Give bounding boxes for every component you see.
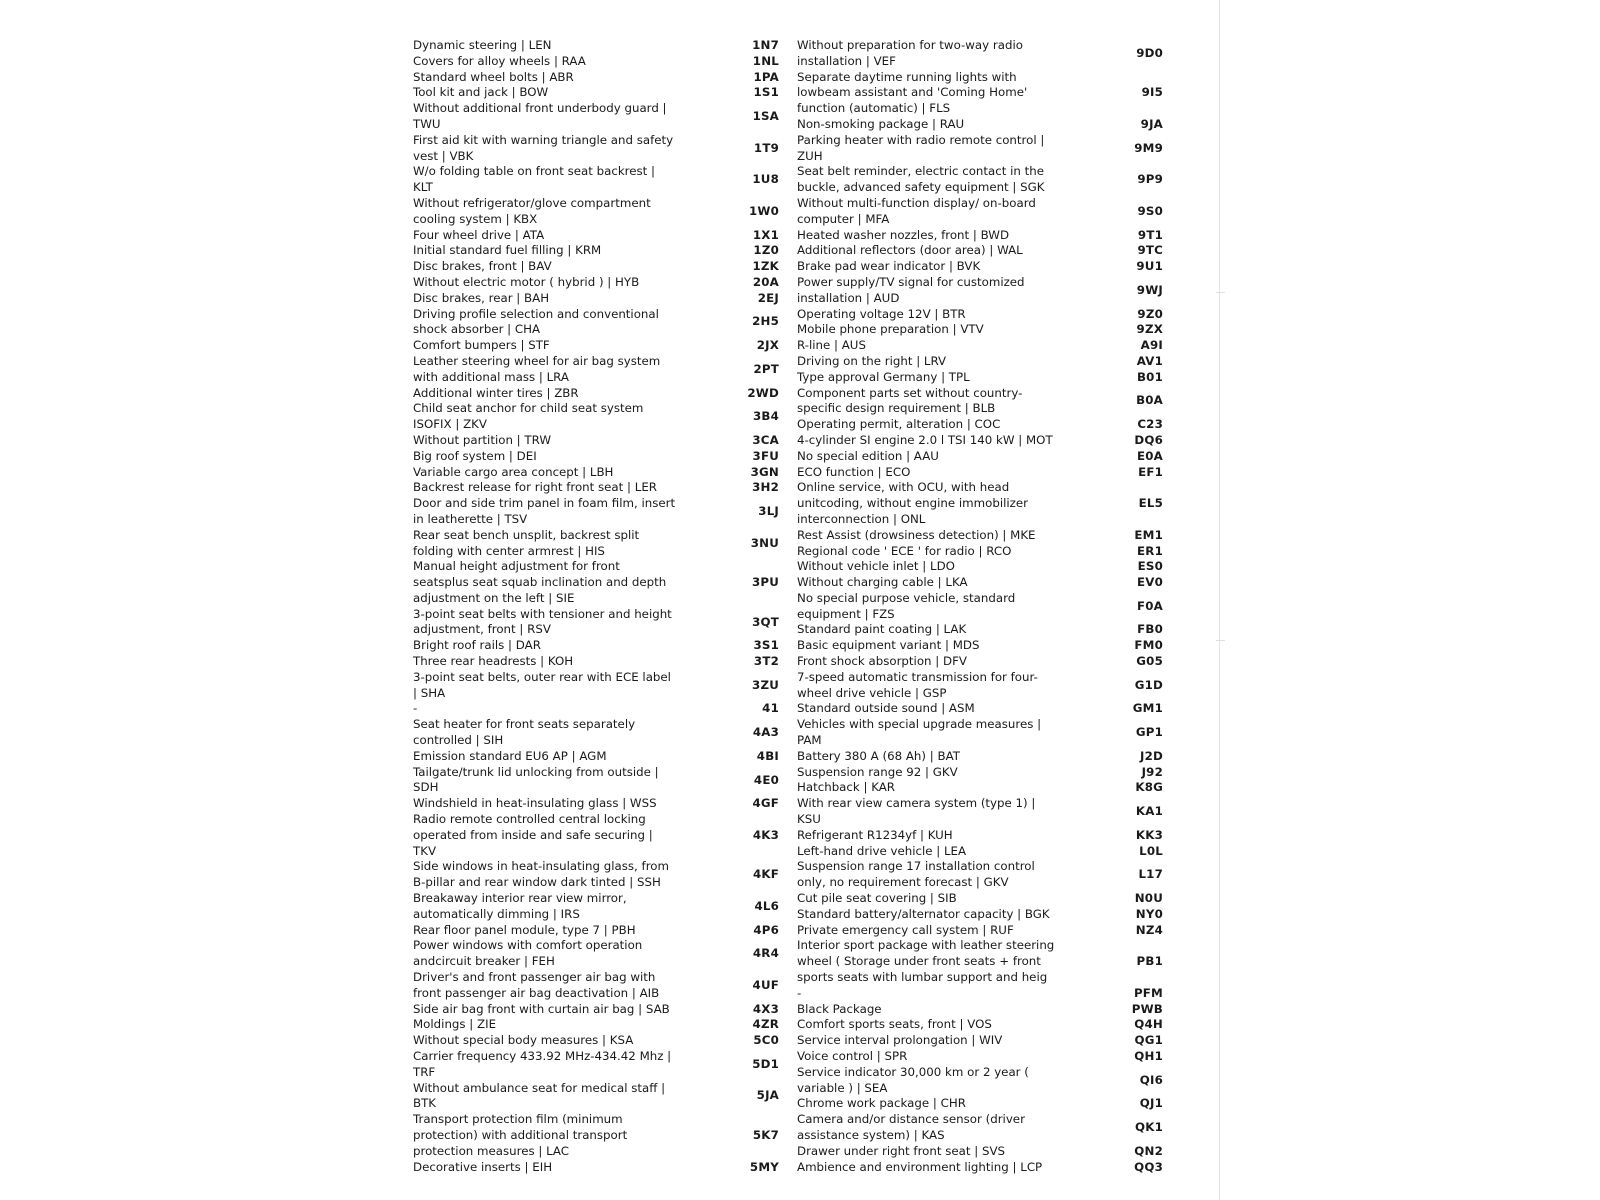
equipment-code: 4GF [752, 796, 779, 811]
equipment-code: KK3 [1135, 827, 1163, 842]
equipment-code: 3ZU [752, 677, 779, 692]
equipment-code: C23 [1137, 417, 1163, 432]
equipment-code: 1T9 [753, 140, 779, 155]
equipment-code: Q4H [1134, 1017, 1163, 1032]
equipment-code: L0L [1139, 843, 1163, 858]
equipment-description: Drawer under right front seat | SVS [797, 1143, 1006, 1158]
equipment-description: Without vehicle inlet | LDO [797, 559, 955, 574]
equipment-code: 4BI [756, 748, 779, 763]
equipment-description: With rear view camera system (type 1) | KSU [797, 796, 1036, 827]
equipment-code: 9I5 [1141, 85, 1163, 100]
equipment-code: NZ4 [1135, 922, 1163, 937]
equipment-description: Rear floor panel module, type 7 | PBH [413, 922, 636, 937]
equipment-code: N0U [1134, 891, 1163, 906]
equipment-description: Ambience and environment lighting | LCP [797, 1159, 1043, 1174]
equipment-description: Voice control | SPR [797, 1049, 908, 1063]
equipment-description: Side air bag front with curtain air bag | SAB [413, 1001, 670, 1016]
equipment-description: Decorative inserts | EIH [413, 1159, 553, 1174]
equipment-description: Interior sport package with leather steering wheel ( Storage under front seats + front sports seats with lumbar support and heig [797, 938, 1055, 985]
equipment-code: PB1 [1136, 954, 1163, 969]
equipment-code: 1Z0 [753, 243, 779, 258]
equipment-code: 4KF [752, 867, 779, 882]
equipment-code: 1U8 [752, 172, 779, 187]
equipment-description: R-line | AUS [797, 338, 866, 353]
equipment-description: Three rear headrests | KOH [413, 654, 574, 669]
equipment-code: 5MY [749, 1159, 779, 1174]
equipment-description: Child seat anchor for child seat system ISOFIX | ZKV [413, 401, 644, 432]
equipment-code: 9WJ [1136, 282, 1163, 297]
equipment-code: AV1 [1136, 353, 1163, 368]
equipment-code: 2H5 [752, 314, 779, 329]
equipment-code: 4UF [752, 977, 779, 992]
equipment-description: Additional reflectors (door area) | WAL [797, 243, 1023, 258]
equipment-description: Standard outside sound | ASM [797, 701, 975, 716]
equipment-description: Transport protection film (minimum protection) with additional transport protection measures | LAC [413, 1112, 628, 1158]
equipment-code: 3NU [750, 535, 779, 550]
equipment-code: QK1 [1135, 1120, 1163, 1135]
equipment-description: - [413, 701, 418, 716]
equipment-code: 9ZX [1136, 322, 1163, 337]
equipment-code: PFM [1133, 985, 1163, 1000]
equipment-code: J2D [1140, 748, 1163, 763]
equipment-code: GP1 [1135, 725, 1163, 740]
equipment-description: Basic equipment variant | MDS [797, 638, 980, 653]
left-equipment-column [413, 38, 787, 1175]
equipment-description: Without refrigerator/glove compartment cooling system | KBX [413, 195, 651, 226]
equipment-description: Front shock absorption | DFV [797, 654, 967, 669]
equipment-description: Comfort sports seats, front | VOS [797, 1017, 992, 1032]
equipment-description: No special purpose vehicle, standard equipment | FZS [797, 590, 1016, 621]
equipment-description: 3-point seat belts with tensioner and height adjustment, front | RSV [413, 606, 672, 637]
equipment-description: Additional winter tires | ZBR [413, 385, 579, 400]
equipment-description: ECO function | ECO [797, 464, 911, 479]
equipment-description: Backrest release for right front seat | LER [413, 480, 657, 495]
equipment-description: Without electric motor ( hybrid ) | HYB [413, 274, 640, 289]
equipment-code: 4X3 [752, 1001, 779, 1016]
equipment-code: 5JA [756, 1088, 779, 1103]
equipment-description: Standard battery/alternator capacity | BGK [797, 906, 1050, 921]
equipment-description: Carrier frequency 433.92 MHz-434.42 Mhz | TRF [413, 1049, 672, 1079]
equipment-code: QQ3 [1134, 1159, 1163, 1174]
equipment-description: Brake pad wear indicator | BVK [797, 259, 981, 274]
equipment-description: Service indicator 30,000 km or 2 year ( variable ) | SEA [797, 1064, 1029, 1095]
equipment-description: Without partition | TRW [413, 432, 551, 447]
equipment-code: DQ6 [1134, 432, 1163, 447]
equipment-description: Manual height adjustment for front seatsplus seat squab inclination and depth adjustment on the left | SIE [413, 559, 667, 605]
equipment-code: 2WD [747, 385, 779, 400]
equipment-code: ES0 [1137, 559, 1163, 574]
equipment-code: F0A [1137, 598, 1163, 613]
equipment-description: Non-smoking package | RAU [797, 116, 965, 131]
equipment-description: Four wheel drive | ATA [413, 227, 545, 242]
equipment-description: Operating permit, alteration | COC [797, 417, 1001, 432]
equipment-code: 3QT [752, 614, 779, 629]
equipment-description: Left-hand drive vehicle | LEA [797, 843, 967, 858]
equipment-description: Without multi-function display/ on-board computer | MFA [797, 195, 1036, 226]
equipment-description: Chrome work package | CHR [797, 1096, 966, 1111]
equipment-description: Cut pile seat covering | SIB [797, 891, 957, 906]
equipment-description: Without additional front underbody guard | TWU [413, 101, 667, 131]
equipment-code: A9I [1140, 338, 1163, 353]
equipment-code: 1ZK [752, 259, 779, 274]
equipment-code: E0A [1137, 448, 1163, 463]
equipment-description: Mobile phone preparation | VTV [797, 322, 984, 337]
equipment-description: Private emergency call system | RUF [797, 922, 1014, 937]
page-edge-line [1219, 0, 1220, 1200]
equipment-description: Without preparation for two-way radio installation | VEF [797, 38, 1023, 68]
equipment-description: Standard wheel bolts | ABR [413, 69, 574, 84]
equipment-description: Variable cargo area concept | LBH [413, 464, 614, 479]
equipment-description: First aid kit with warning triangle and safety vest | VBK [413, 132, 674, 163]
equipment-description: Disc brakes, front | BAV [413, 259, 552, 274]
equipment-code: 5D1 [752, 1056, 779, 1071]
equipment-description: No special edition | AAU [797, 448, 939, 463]
equipment-code: 3CA [752, 432, 779, 447]
equipment-description: Without special body measures | KSA [413, 1033, 634, 1048]
equipment-code: 9U1 [1136, 259, 1163, 274]
equipment-description: Suspension range 92 | GKV [797, 764, 958, 779]
equipment-description: Tool kit and jack | BOW [413, 85, 549, 100]
equipment-description: Bright roof rails | DAR [413, 638, 541, 653]
equipment-code: FM0 [1134, 638, 1163, 653]
equipment-code: KA1 [1135, 804, 1163, 819]
equipment-code: 3S1 [753, 638, 779, 653]
equipment-code: 9TC [1137, 243, 1163, 258]
equipment-code: 9JA [1140, 116, 1163, 131]
equipment-description: Door and side trim panel in foam film, insert in leatherette | TSV [413, 496, 676, 526]
equipment-code: 2PT [753, 361, 779, 376]
equipment-code: 3FU [752, 448, 779, 463]
equipment-description: Separate daytime running lights with lowbeam assistant and 'Coming Home' function (automatic) | FLS [797, 69, 1028, 116]
equipment-code: 4E0 [753, 772, 779, 787]
equipment-code: 3T2 [753, 654, 779, 669]
equipment-code: 4ZR [752, 1017, 779, 1032]
equipment-description: Covers for alloy wheels | RAA [413, 53, 586, 68]
equipment-code: 1S1 [753, 85, 779, 100]
equipment-description: Side windows in heat-insulating glass, from B-pillar and rear window dark tinted | SSH [413, 859, 670, 890]
equipment-description: 3-point seat belts, outer rear with ECE label | SHA [413, 669, 671, 700]
equipment-code: 3H2 [752, 480, 779, 495]
equipment-description: Online service, with OCU, with head unitcoding, without engine immobilizer interconnection | ONL [797, 480, 1028, 526]
equipment-description: Rest Assist (drowsiness detection) | MKE [797, 527, 1036, 542]
equipment-description: Windshield in heat-insulating glass | WSS [413, 796, 657, 811]
equipment-code: 1PA [753, 69, 779, 84]
equipment-description: Power supply/TV signal for customized installation | AUD [797, 274, 1025, 305]
equipment-code: 1X1 [752, 227, 779, 242]
equipment-description: Power windows with comfort operation andcircuit breaker | FEH [413, 938, 643, 969]
equipment-description: Initial standard fuel filling | KRM [413, 243, 602, 258]
equipment-description: Regional code ' ECE ' for radio | RCO [797, 543, 1012, 558]
equipment-description: Suspension range 17 installation control only, no requirement forecast | GKV [797, 859, 1035, 890]
equipment-code: 1W0 [748, 203, 779, 218]
equipment-description: Seat heater for front seats separately controlled | SIH [413, 717, 636, 748]
equipment-code: 4A3 [752, 725, 779, 740]
equipment-code: 9Z0 [1137, 306, 1163, 321]
equipment-description: W/o folding table on front seat backrest | KLT [413, 164, 656, 195]
right-equipment-column [797, 38, 1171, 1175]
equipment-description: Moldings | ZIE [413, 1017, 497, 1032]
equipment-code: 1NL [752, 53, 779, 68]
equipment-code: 4K3 [752, 827, 779, 842]
equipment-description: Hatchback | KAR [797, 780, 895, 795]
equipment-description: 4-cylinder SI engine 2.0 l TSI 140 kW | MOT [797, 432, 1053, 447]
equipment-code: 4P6 [753, 922, 779, 937]
equipment-description: Emission standard EU6 AP | AGM [413, 748, 607, 763]
equipment-code: 3B4 [752, 409, 779, 424]
equipment-code: QN2 [1134, 1143, 1163, 1158]
equipment-code: 41 [762, 701, 779, 716]
equipment-code: 3PU [751, 575, 779, 590]
equipment-code: EM1 [1134, 527, 1163, 542]
equipment-code: GM1 [1132, 701, 1163, 716]
equipment-code: 1N7 [752, 38, 779, 52]
equipment-code: B01 [1136, 369, 1163, 384]
equipment-description: Heated washer nozzles, front | BWD [797, 227, 1010, 242]
equipment-code: K8G [1135, 780, 1163, 795]
equipment-description: Battery 380 A (68 Ah) | BAT [797, 748, 960, 763]
equipment-code: 5C0 [753, 1033, 779, 1048]
equipment-description: 7-speed automatic transmission for four- wheel drive vehicle | GSP [797, 669, 1038, 700]
equipment-description: Type approval Germany | TPL [797, 369, 970, 384]
equipment-description: Breakaway interior rear view mirror, automatically dimming | IRS [413, 891, 627, 921]
equipment-code: EF1 [1138, 464, 1163, 479]
equipment-code: EL5 [1138, 496, 1163, 511]
equipment-code: 5K7 [752, 1127, 779, 1142]
equipment-description: Leather steering wheel for air bag system with additional mass | LRA [413, 353, 661, 384]
equipment-description: Component parts set without country- specific design requirement | BLB [797, 385, 1023, 416]
equipment-code: QI6 [1139, 1072, 1163, 1087]
equipment-description: Without charging cable | LKA [797, 575, 968, 590]
equipment-description: Black Package [797, 1001, 882, 1016]
equipment-description: Driving profile selection and conventional shock absorber | CHA [413, 306, 659, 337]
equipment-description: Comfort bumpers | STF [413, 338, 550, 353]
equipment-code: B0A [1136, 393, 1163, 408]
equipment-description: Operating voltage 12V | BTR [797, 306, 966, 321]
equipment-code: 9S0 [1137, 203, 1163, 218]
equipment-code: QG1 [1134, 1033, 1163, 1048]
equipment-code: 9M9 [1134, 140, 1163, 155]
equipment-code: L17 [1138, 867, 1163, 882]
equipment-code: 9T1 [1137, 227, 1163, 242]
equipment-code: G05 [1136, 654, 1163, 669]
equipment-code: 3GN [750, 464, 779, 479]
equipment-code: ER1 [1137, 543, 1163, 558]
equipment-description: Vehicles with special upgrade measures | PAM [797, 717, 1042, 748]
equipment-description: - [797, 985, 802, 1000]
equipment-description: Tailgate/trunk lid unlocking from outside | SDH [413, 764, 659, 795]
equipment-code: NY0 [1135, 906, 1163, 921]
equipment-code: QJ1 [1139, 1096, 1163, 1111]
page-edge-tick [1216, 292, 1225, 293]
equipment-description: Radio remote controlled central locking operated from inside and safe securing | TKV [413, 812, 653, 858]
equipment-description: Seat belt reminder, electric contact in the buckle, advanced safety equipment | SGK [797, 164, 1045, 195]
equipment-code: 2EJ [757, 290, 779, 305]
equipment-code: 1SA [752, 109, 779, 124]
equipment-code: 3LJ [758, 504, 779, 518]
equipment-code: 9D0 [1136, 45, 1163, 60]
equipment-code: 9P9 [1137, 172, 1163, 187]
equipment-description: Disc brakes, rear | BAH [413, 290, 550, 305]
equipment-description: Refrigerant R1234yf | KUH [797, 827, 953, 842]
equipment-code: 4R4 [752, 946, 779, 961]
equipment-description: Camera and/or distance sensor (driver assistance system) | KAS [797, 1112, 1025, 1142]
equipment-code: QH1 [1134, 1049, 1163, 1063]
equipment-description: Service interval prolongation | WIV [797, 1033, 1003, 1048]
equipment-code: 4L6 [754, 898, 779, 913]
equipment-code: PWB [1131, 1001, 1163, 1016]
page-edge-tick [1216, 640, 1225, 641]
equipment-description: Big roof system | DEI [413, 448, 537, 463]
equipment-description: Rear seat bench unsplit, backrest split folding with center armrest | HIS [413, 527, 640, 558]
equipment-description: Dynamic steering | LEN [413, 38, 552, 52]
equipment-description: Standard paint coating | LAK [797, 622, 967, 637]
equipment-code: 20A [752, 274, 779, 289]
equipment-code: EV0 [1137, 575, 1163, 590]
equipment-description: Driving on the right | LRV [797, 353, 947, 368]
equipment-code: FB0 [1137, 622, 1163, 637]
equipment-description: Without ambulance seat for medical staff | BTK [413, 1080, 666, 1111]
equipment-code: J92 [1141, 764, 1163, 779]
equipment-description: Parking heater with radio remote control | ZUH [797, 132, 1045, 163]
equipment-description: Driver's and front passenger air bag with front passenger air bag deactivation | AIB [413, 970, 660, 1000]
equipment-code: G1D [1134, 677, 1163, 692]
equipment-code: 2JX [756, 338, 779, 353]
